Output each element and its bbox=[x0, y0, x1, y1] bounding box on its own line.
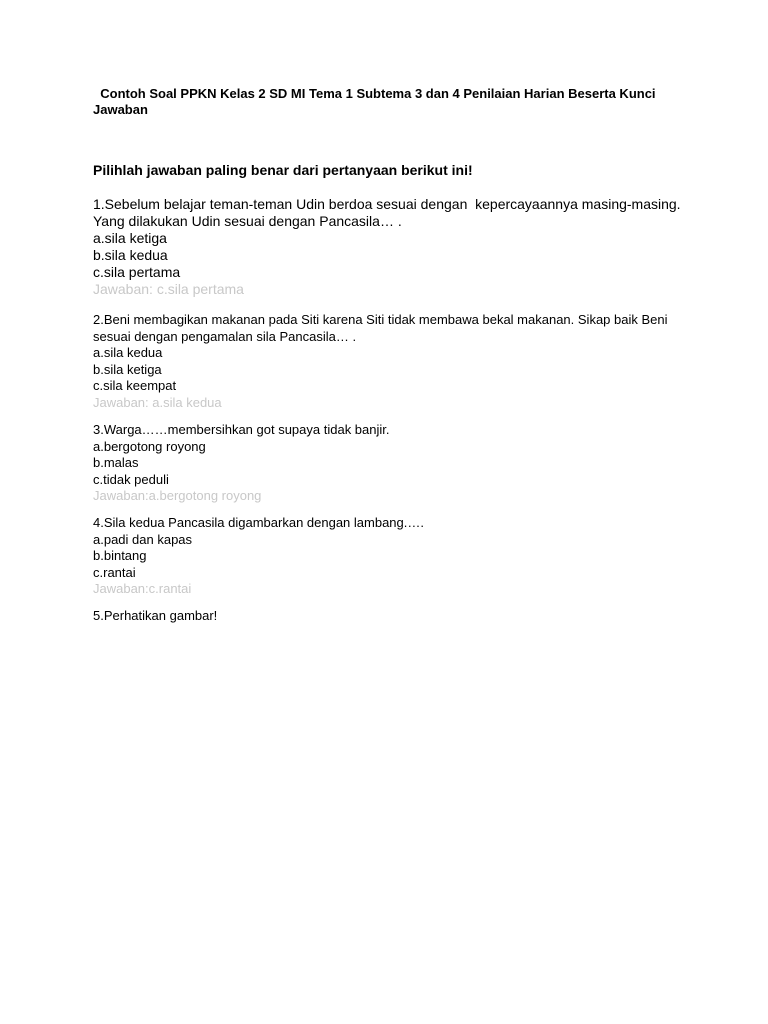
question-3-option-c: c.tidak peduli bbox=[93, 471, 169, 487]
question-4 bbox=[93, 515, 693, 598]
document-page bbox=[93, 86, 693, 623]
question-4-option-b: b.bintang bbox=[93, 548, 147, 563]
question-1-option-a: a.sila ketiga bbox=[93, 230, 167, 246]
question-4-answer: Jawaban:c.rantai bbox=[93, 581, 192, 596]
question-2-option-c: c.sila keempat bbox=[93, 378, 177, 393]
question-2-stem: 2.Beni membagikan makanan pada Siti karena Siti tidak membawa bekal makanan. Sikap baik Beni sesuai dengan pengamalan sila Pancasila… . bbox=[93, 312, 672, 344]
question-2-answer: Jawaban: a.sila kedua bbox=[93, 394, 222, 410]
question-3-answer: Jawaban:a.bergotong royong bbox=[93, 488, 262, 503]
document-title: Contoh Soal PPKN Kelas 2 SD MI Tema 1 Subtema 3 dan 4 Penilaian Harian Beserta Kunci Jawaban bbox=[93, 86, 660, 117]
question-4-option-c: c.rantai bbox=[93, 564, 136, 580]
question-1-answer: Jawaban: c.sila pertama bbox=[93, 281, 244, 297]
question-5 bbox=[93, 608, 693, 625]
question-1 bbox=[93, 196, 693, 298]
question-3-option-a: a.bergotong royong bbox=[93, 438, 206, 454]
question-1-option-b: b.sila kedua bbox=[93, 247, 168, 263]
question-1-option-c: c.sila pertama bbox=[93, 264, 181, 280]
instruction-text: Pilihlah jawaban paling benar dari pertanyaan berikut ini! bbox=[93, 162, 473, 178]
question-2-option-b: b.sila ketiga bbox=[93, 361, 162, 377]
question-4-stem: 4.Sila kedua Pancasila digambarkan dengan lambang.…. bbox=[93, 515, 424, 530]
question-4-option-a: a.padi dan kapas bbox=[93, 531, 193, 547]
question-2 bbox=[93, 312, 693, 411]
question-5-stem: 5.Perhatikan gambar! bbox=[93, 608, 218, 623]
question-1-stem: 1.Sebelum belajar teman-teman Udin berdoa sesuai dengan kepercayaannya masing-masing. Yang dilakukan Udin sesuai dengan Pancasila… . bbox=[93, 196, 685, 229]
question-3-stem: 3.Warga……membersihkan got supaya tidak banjir. bbox=[93, 422, 390, 437]
question-3-option-b: b.malas bbox=[93, 455, 139, 470]
question-2-option-a: a.sila kedua bbox=[93, 345, 163, 360]
question-3 bbox=[93, 422, 693, 505]
